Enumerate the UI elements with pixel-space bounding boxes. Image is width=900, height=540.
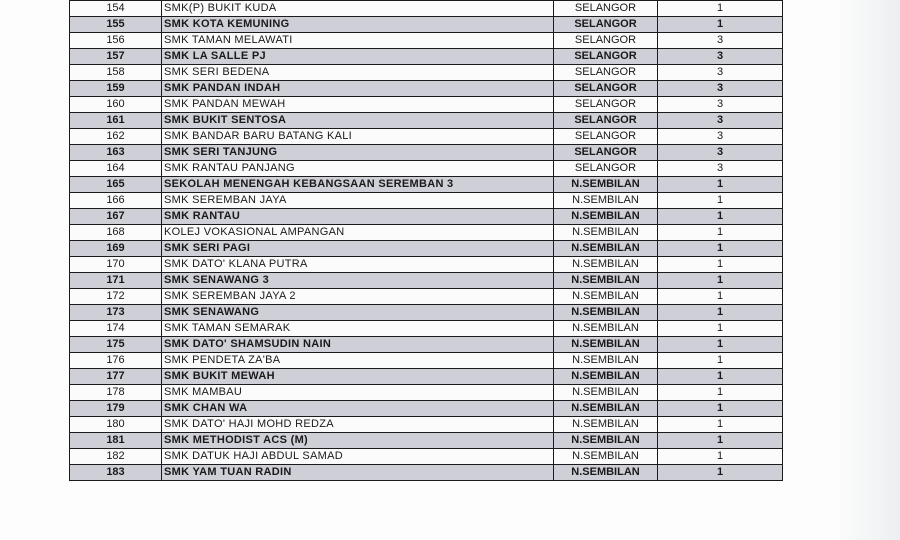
row-number-cell: 164 — [70, 161, 162, 177]
state-cell: SELANGOR — [554, 161, 658, 177]
row-number-cell: 157 — [70, 49, 162, 65]
row-number-cell: 163 — [70, 145, 162, 161]
row-number-cell: 180 — [70, 417, 162, 433]
school-name-cell: SMK SENAWANG 3 — [162, 273, 554, 289]
row-number-cell: 171 — [70, 273, 162, 289]
row-number-cell: 166 — [70, 193, 162, 209]
table-row — [70, 49, 783, 65]
row-number-cell: 167 — [70, 209, 162, 225]
state-cell: N.SEMBILAN — [554, 273, 658, 289]
table-row — [70, 337, 783, 353]
count-cell: 1 — [658, 225, 783, 241]
table-row — [70, 129, 783, 145]
table-row — [70, 17, 783, 33]
table-row — [70, 449, 783, 465]
count-cell: 1 — [658, 193, 783, 209]
state-cell: N.SEMBILAN — [554, 353, 658, 369]
count-cell: 1 — [658, 449, 783, 465]
school-name-cell: SMK BUKIT MEWAH — [162, 369, 554, 385]
count-cell: 3 — [658, 49, 783, 65]
state-cell: SELANGOR — [554, 17, 658, 33]
table-row — [70, 353, 783, 369]
state-cell: N.SEMBILAN — [554, 177, 658, 193]
row-number-cell: 174 — [70, 321, 162, 337]
table-row — [70, 369, 783, 385]
state-cell: N.SEMBILAN — [554, 369, 658, 385]
table-row — [70, 193, 783, 209]
school-name-cell: SEKOLAH MENENGAH KEBANGSAAN SEREMBAN 3 — [162, 177, 554, 193]
row-number-cell: 177 — [70, 369, 162, 385]
count-cell: 1 — [658, 337, 783, 353]
row-number-cell: 175 — [70, 337, 162, 353]
table-row — [70, 145, 783, 161]
school-name-cell: SMK DATO' SHAMSUDIN NAIN — [162, 337, 554, 353]
school-name-cell: SMK SEREMBAN JAYA — [162, 193, 554, 209]
school-name-cell: SMK TAMAN MELAWATI — [162, 33, 554, 49]
count-cell: 1 — [658, 321, 783, 337]
count-cell: 1 — [658, 289, 783, 305]
state-cell: N.SEMBILAN — [554, 385, 658, 401]
count-cell: 3 — [658, 65, 783, 81]
school-name-cell: SMK PANDAN INDAH — [162, 81, 554, 97]
school-name-cell: SMK BANDAR BARU BATANG KALI — [162, 129, 554, 145]
school-name-cell: SMK KOTA KEMUNING — [162, 17, 554, 33]
table-row — [70, 321, 783, 337]
row-number-cell: 173 — [70, 305, 162, 321]
school-name-cell: SMK PENDETA ZA'BA — [162, 353, 554, 369]
count-cell: 1 — [658, 353, 783, 369]
school-name-cell: SMK DATUK HAJI ABDUL SAMAD — [162, 449, 554, 465]
school-name-cell: SMK LA SALLE PJ — [162, 49, 554, 65]
count-cell: 1 — [658, 257, 783, 273]
state-cell: N.SEMBILAN — [554, 257, 658, 273]
count-cell: 1 — [658, 273, 783, 289]
page-edge-shadow — [840, 0, 900, 540]
state-cell: SELANGOR — [554, 33, 658, 49]
table-row — [70, 305, 783, 321]
state-cell: N.SEMBILAN — [554, 337, 658, 353]
count-cell: 1 — [658, 209, 783, 225]
state-cell: N.SEMBILAN — [554, 305, 658, 321]
state-cell: SELANGOR — [554, 81, 658, 97]
state-cell: N.SEMBILAN — [554, 401, 658, 417]
count-cell: 1 — [658, 385, 783, 401]
state-cell: SELANGOR — [554, 113, 658, 129]
table-row — [70, 433, 783, 449]
school-name-cell: SMK SERI BEDENA — [162, 65, 554, 81]
state-cell: SELANGOR — [554, 65, 658, 81]
row-number-cell: 161 — [70, 113, 162, 129]
row-number-cell: 176 — [70, 353, 162, 369]
state-cell: SELANGOR — [554, 1, 658, 17]
count-cell: 1 — [658, 433, 783, 449]
row-number-cell: 154 — [70, 1, 162, 17]
table-row — [70, 65, 783, 81]
table-row — [70, 1, 783, 17]
row-number-cell: 169 — [70, 241, 162, 257]
row-number-cell: 156 — [70, 33, 162, 49]
row-number-cell: 183 — [70, 465, 162, 481]
school-name-cell: SMK DATO' HAJI MOHD REDZA — [162, 417, 554, 433]
count-cell: 1 — [658, 17, 783, 33]
table-row — [70, 289, 783, 305]
count-cell: 1 — [658, 241, 783, 257]
state-cell: N.SEMBILAN — [554, 209, 658, 225]
state-cell: N.SEMBILAN — [554, 321, 658, 337]
table-row — [70, 257, 783, 273]
table-row — [70, 81, 783, 97]
count-cell: 1 — [658, 177, 783, 193]
school-name-cell: SMK MAMBAU — [162, 385, 554, 401]
count-cell: 3 — [658, 33, 783, 49]
count-cell: 1 — [658, 417, 783, 433]
state-cell: N.SEMBILAN — [554, 193, 658, 209]
school-name-cell: SMK SEREMBAN JAYA 2 — [162, 289, 554, 305]
row-number-cell: 179 — [70, 401, 162, 417]
count-cell: 1 — [658, 369, 783, 385]
table-row — [70, 273, 783, 289]
row-number-cell: 178 — [70, 385, 162, 401]
row-number-cell: 159 — [70, 81, 162, 97]
school-name-cell: KOLEJ VOKASIONAL AMPANGAN — [162, 225, 554, 241]
state-cell: N.SEMBILAN — [554, 225, 658, 241]
table-row — [70, 177, 783, 193]
count-cell: 3 — [658, 129, 783, 145]
state-cell: SELANGOR — [554, 97, 658, 113]
table-row — [70, 161, 783, 177]
row-number-cell: 172 — [70, 289, 162, 305]
school-name-cell: SMK SERI TANJUNG — [162, 145, 554, 161]
row-number-cell: 181 — [70, 433, 162, 449]
row-number-cell: 182 — [70, 449, 162, 465]
count-cell: 1 — [658, 401, 783, 417]
table-row — [70, 465, 783, 481]
state-cell: SELANGOR — [554, 145, 658, 161]
table-row — [70, 113, 783, 129]
count-cell: 3 — [658, 97, 783, 113]
row-number-cell: 168 — [70, 225, 162, 241]
state-cell: SELANGOR — [554, 49, 658, 65]
school-name-cell: SMK SENAWANG — [162, 305, 554, 321]
table-row — [70, 209, 783, 225]
school-name-cell: SMK PANDAN MEWAH — [162, 97, 554, 113]
table-row — [70, 401, 783, 417]
state-cell: N.SEMBILAN — [554, 241, 658, 257]
school-list-table — [69, 0, 783, 481]
school-name-cell: SMK TAMAN SEMARAK — [162, 321, 554, 337]
school-name-cell: SMK BUKIT SENTOSA — [162, 113, 554, 129]
row-number-cell: 162 — [70, 129, 162, 145]
row-number-cell: 158 — [70, 65, 162, 81]
table-row — [70, 241, 783, 257]
school-name-cell: SMK SERI PAGI — [162, 241, 554, 257]
count-cell: 3 — [658, 81, 783, 97]
table-row — [70, 33, 783, 49]
count-cell: 3 — [658, 161, 783, 177]
row-number-cell: 165 — [70, 177, 162, 193]
state-cell: N.SEMBILAN — [554, 449, 658, 465]
state-cell: SELANGOR — [554, 129, 658, 145]
row-number-cell: 170 — [70, 257, 162, 273]
row-number-cell: 160 — [70, 97, 162, 113]
row-number-cell: 155 — [70, 17, 162, 33]
school-name-cell: SMK RANTAU — [162, 209, 554, 225]
table-body — [70, 1, 783, 481]
table-row — [70, 417, 783, 433]
count-cell: 3 — [658, 113, 783, 129]
state-cell: N.SEMBILAN — [554, 433, 658, 449]
school-name-cell: SMK DATO' KLANA PUTRA — [162, 257, 554, 273]
school-name-cell: SMK CHAN WA — [162, 401, 554, 417]
state-cell: N.SEMBILAN — [554, 289, 658, 305]
count-cell: 1 — [658, 465, 783, 481]
count-cell: 3 — [658, 145, 783, 161]
table-row — [70, 97, 783, 113]
school-name-cell: SMK RANTAU PANJANG — [162, 161, 554, 177]
count-cell: 1 — [658, 305, 783, 321]
table-row — [70, 225, 783, 241]
school-name-cell: SMK METHODIST ACS (M) — [162, 433, 554, 449]
school-name-cell: SMK YAM TUAN RADIN — [162, 465, 554, 481]
table-row — [70, 385, 783, 401]
count-cell: 1 — [658, 1, 783, 17]
school-name-cell: SMK(P) BUKIT KUDA — [162, 1, 554, 17]
state-cell: N.SEMBILAN — [554, 465, 658, 481]
state-cell: N.SEMBILAN — [554, 417, 658, 433]
